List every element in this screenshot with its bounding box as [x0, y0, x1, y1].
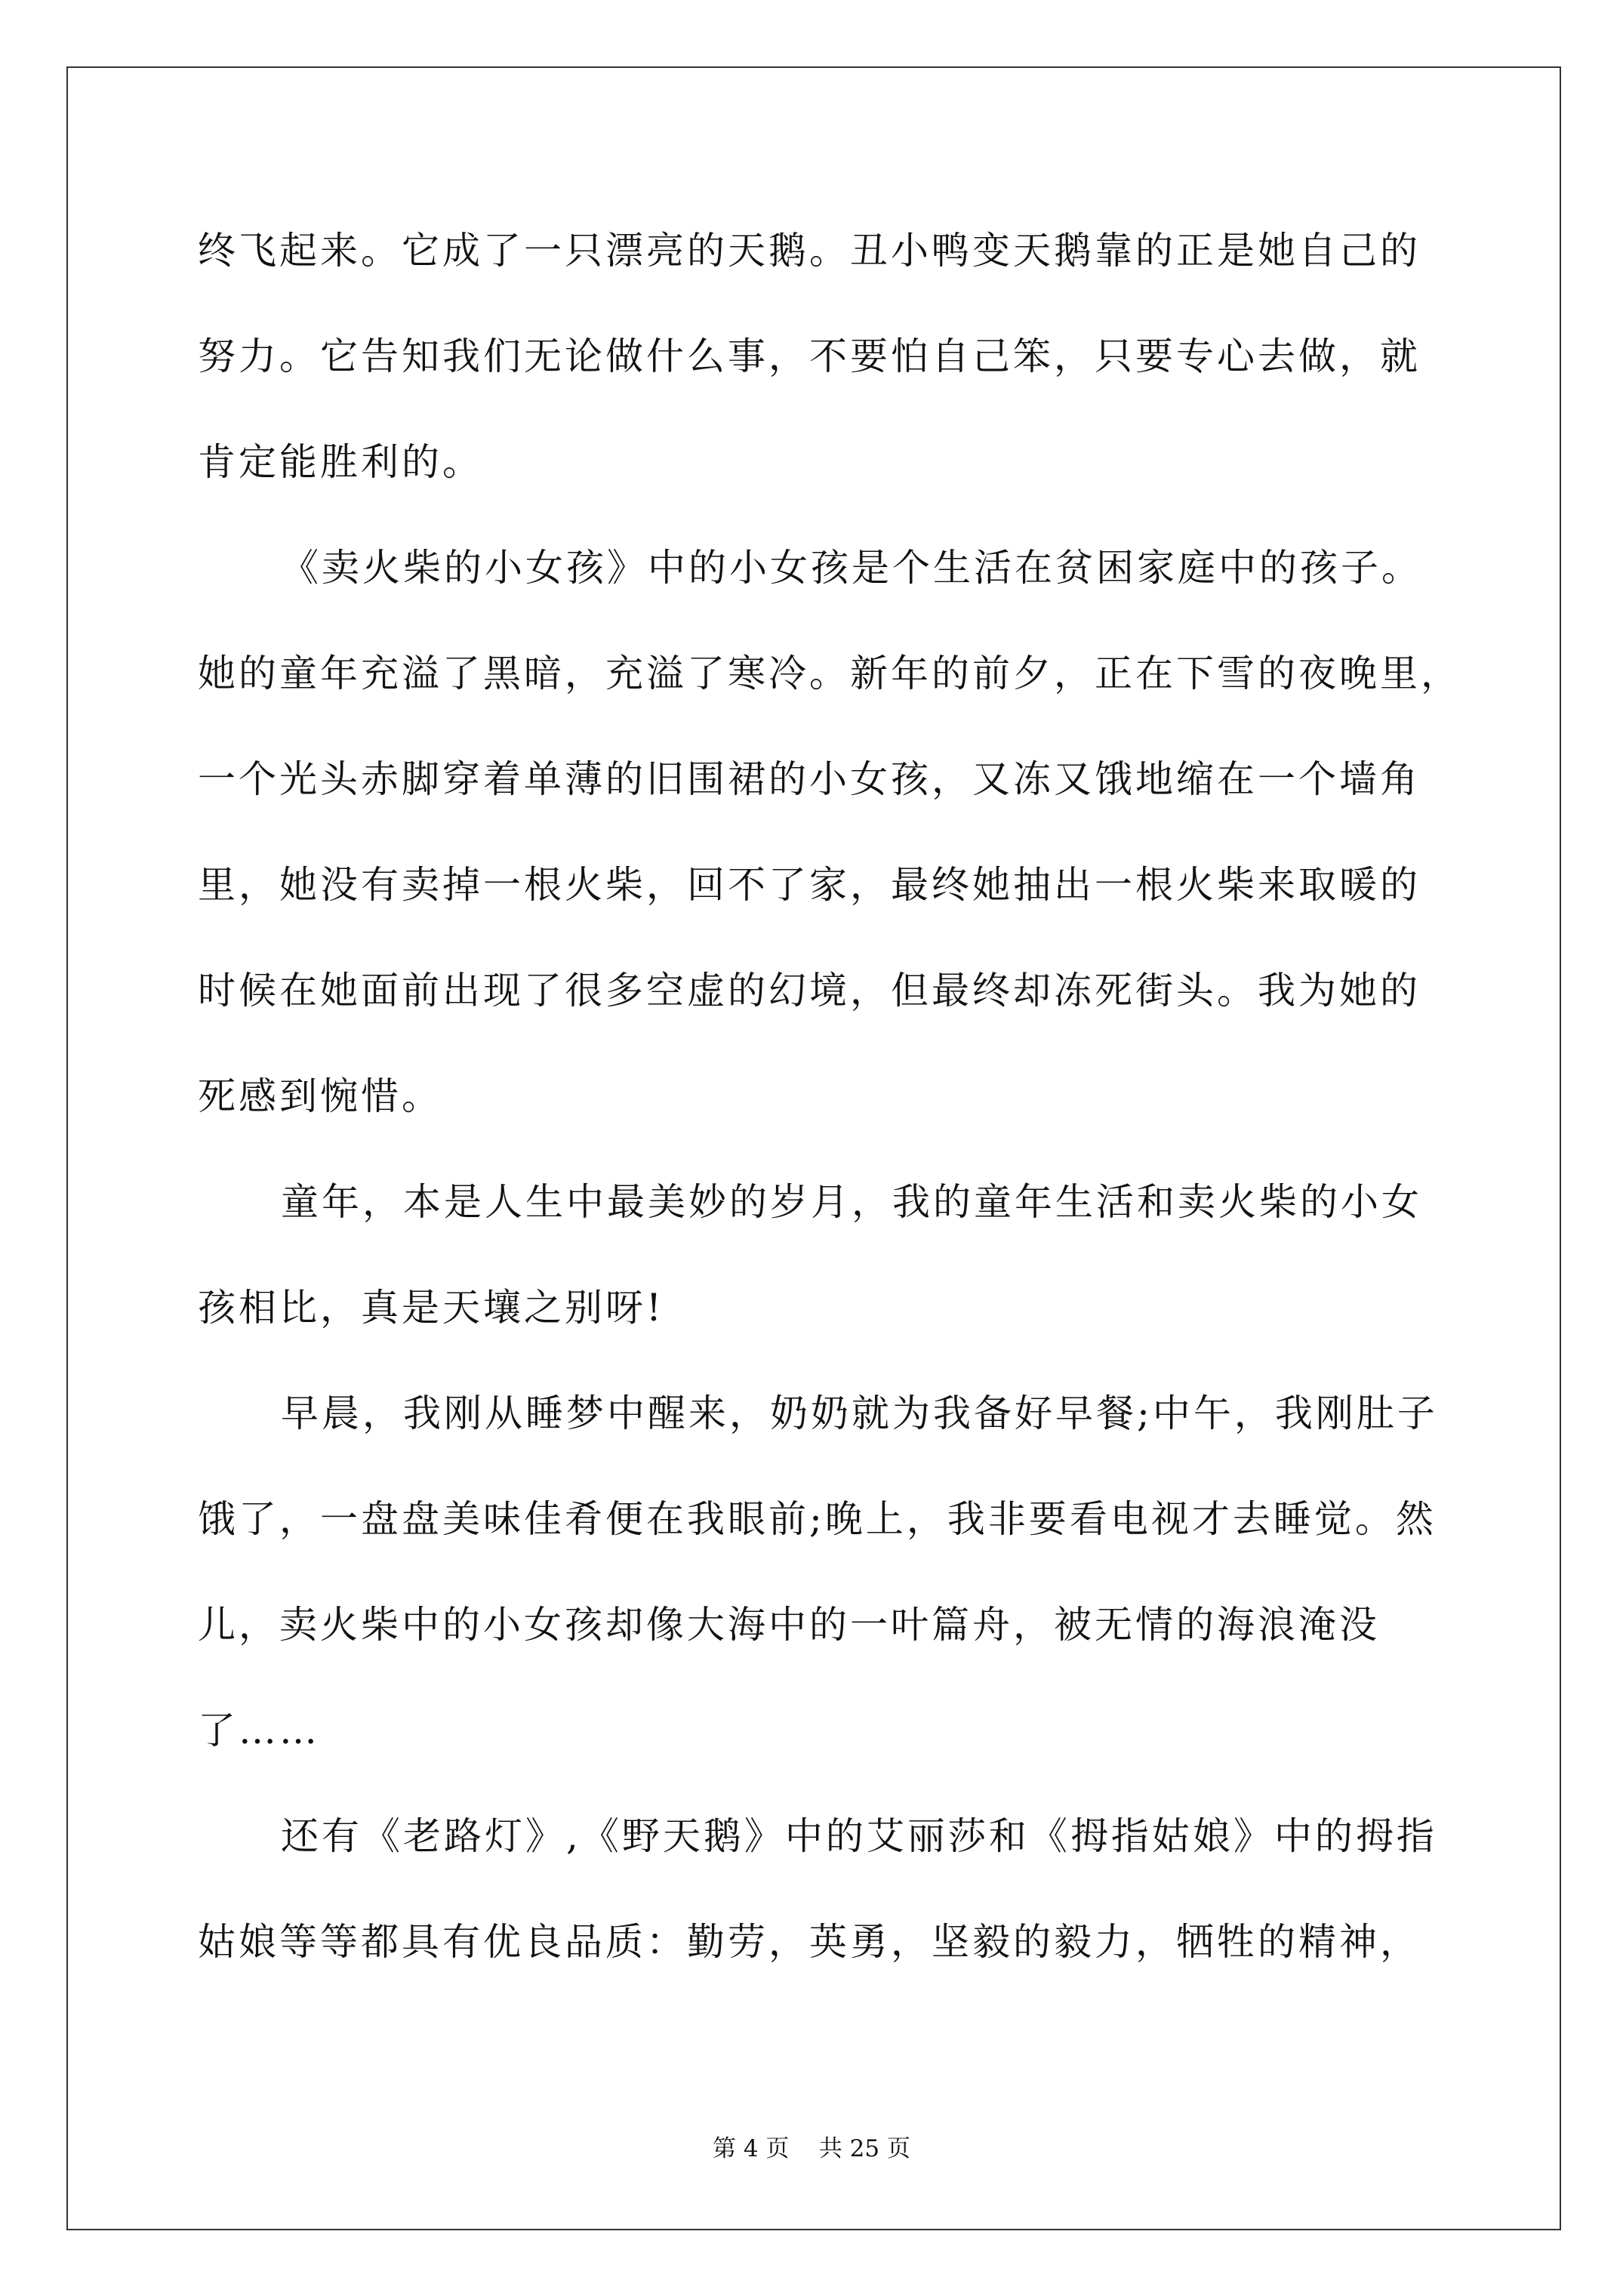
paragraph-start-line: 《卖火柴的小女孩》中的小女孩是个生活在贫困家庭中的孩子。	[281, 546, 1422, 590]
text-line: 时候在她面前出现了很多空虚的幻境，但最终却冻死街头。我为她的	[198, 969, 1421, 1012]
text-line: 儿，卖火柴中的小女孩却像大海中的一叶篇舟，被无情的海浪淹没	[198, 1603, 1380, 1647]
page-number-footer: 第 4 页 共 25 页	[712, 2135, 910, 2162]
paragraph-start-line: 童年，本是人生中最美妙的岁月，我的童年生活和卖火柴的小女	[281, 1180, 1422, 1224]
text-line: 她的童年充溢了黑暗，充溢了寒冷。新年的前夕，正在下雪的夜晚里，	[198, 652, 1461, 695]
text-line: 一个光头赤脚穿着单薄的旧围裙的小女孩，又冻又饿地缩在一个墙角	[198, 757, 1421, 801]
text-line: 了……	[198, 1709, 320, 1752]
text-line: 饿了，一盘盘美味佳肴便在我眼前;晚上，我非要看电视才去睡觉。然	[198, 1497, 1437, 1541]
paragraph-start-line: 还有《老路灯》,《野天鹅》中的艾丽莎和《拇指姑娘》中的拇指	[281, 1814, 1437, 1858]
paragraph-start-line: 早晨，我刚从睡梦中醒来，奶奶就为我备好早餐;中午，我刚肚子	[281, 1391, 1438, 1435]
page-border	[66, 66, 1561, 2230]
text-line: 努力。它告知我们无论做什么事，不要怕自己笨，只要专心去做，就	[198, 334, 1421, 378]
text-line: 终飞起来。它成了一只漂亮的天鹅。丑小鸭变天鹅靠的正是她自己的	[198, 229, 1421, 273]
text-line: 死感到惋惜。	[198, 1074, 442, 1118]
text-line: 姑娘等等都具有优良品质：勤劳，英勇，坚毅的毅力，牺牲的精神，	[198, 1920, 1421, 1964]
text-line: 肯定能胜利的。	[198, 440, 483, 484]
text-line: 孩相比，真是天壤之别呀!	[198, 1286, 665, 1330]
text-line: 里，她没有卖掉一根火柴，回不了家，最终她抽出一根火柴来取暖的	[198, 863, 1421, 907]
